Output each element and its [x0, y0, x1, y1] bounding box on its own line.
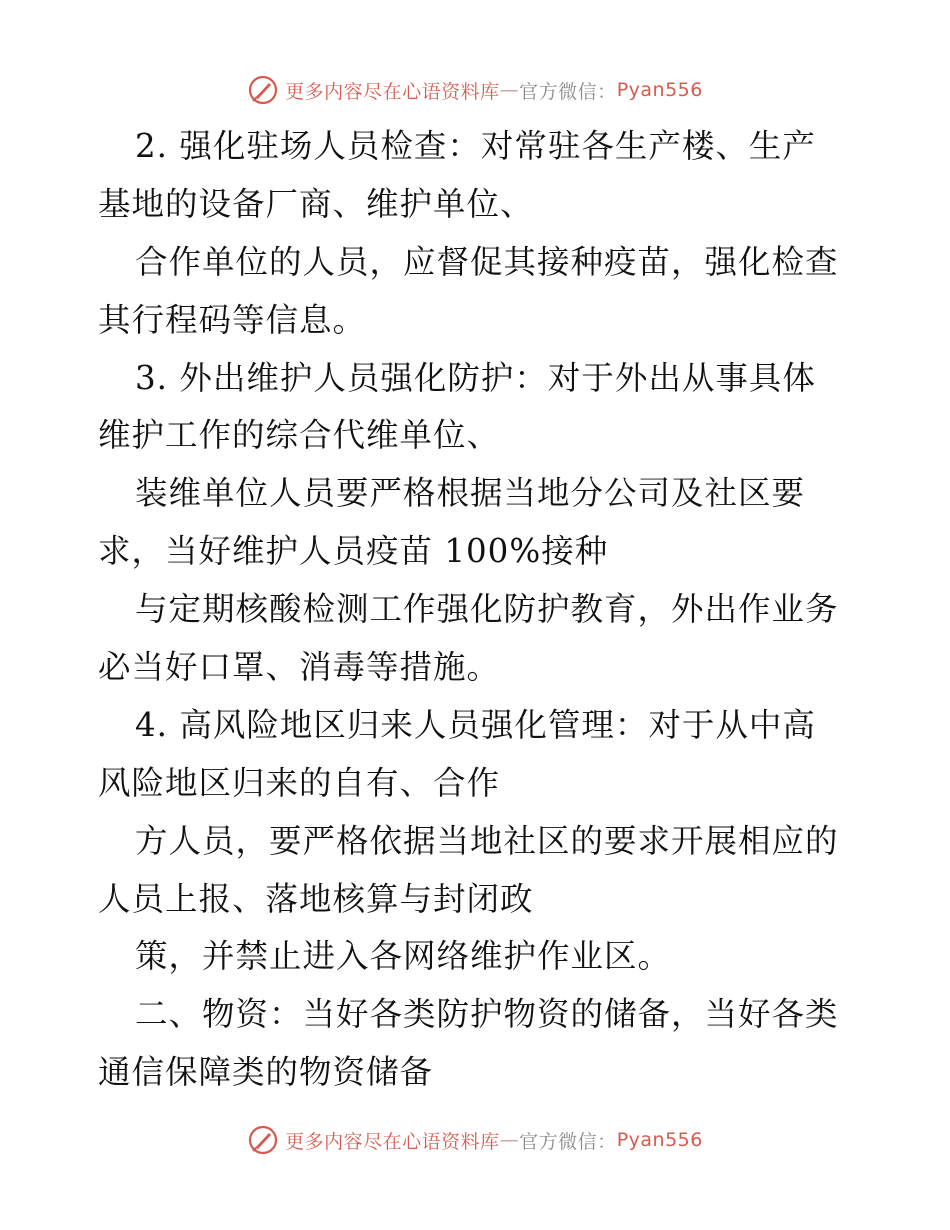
watermark-official-label: 官方微信： — [519, 1130, 617, 1153]
paragraph-line: 基地的设备厂商、维护单位、 — [98, 184, 534, 223]
paragraph-line: 合作单位的人员，应督促其接种疫苗，强化检查 — [135, 242, 839, 281]
watermark-wechat-id: Pyan556 — [616, 1129, 703, 1151]
paragraph-line: 3. 外出维护人员强化防护：对于外出从事具体 — [135, 358, 816, 397]
watermark-brand: 更多内容尽在心语资料库 — [285, 1130, 500, 1153]
paragraph-line: 二、物资：当好各类防护物资的储备，当好各类 — [135, 995, 839, 1034]
paragraph-line: 策，并禁止进入各网络维护作业区。 — [135, 937, 672, 976]
paragraph-line: 2. 强化驻场人员检查：对常驻各生产楼、生产 — [135, 127, 816, 165]
paragraph-line: 装维单位人员要严格根据当地分公司及社区要 — [135, 474, 806, 513]
quill-pen-logo-icon — [247, 74, 279, 106]
paragraph-line: 方人员，要严格依据当地社区的要求开展相应的 — [135, 821, 839, 860]
paragraph-line: 通信保障类的物资储备 — [98, 1053, 434, 1092]
footer-watermark — [0, 1120, 950, 1160]
paragraph-line: 必当好口罩、消毒等措施。 — [98, 648, 501, 687]
watermark-wechat-id: Pyan556 — [616, 79, 703, 101]
watermark-separator: — — [499, 1129, 520, 1151]
paragraph-line: 人员上报、落地核算与封闭政 — [98, 879, 534, 918]
watermark-separator: — — [499, 79, 520, 101]
paragraph-line: 求，当好维护人员疫苗 100%接种 — [98, 532, 609, 571]
paragraph-line: 4. 高风险地区归来人员强化管理：对于从中高 — [135, 705, 816, 744]
paragraph-line: 其行程码等信息。 — [98, 300, 367, 339]
header-watermark — [0, 70, 950, 110]
watermark-brand: 更多内容尽在心语资料库 — [285, 80, 500, 103]
paragraph-line: 风险地区归来的自有、合作 — [98, 763, 501, 802]
quill-pen-logo-icon — [247, 1124, 279, 1156]
document-body — [98, 118, 858, 1102]
watermark-official-label: 官方微信： — [519, 80, 617, 103]
paragraph-line: 与定期核酸检测工作强化防护教育，外出作业务 — [135, 590, 839, 629]
paragraph-line: 维护工作的综合代维单位、 — [98, 416, 501, 455]
